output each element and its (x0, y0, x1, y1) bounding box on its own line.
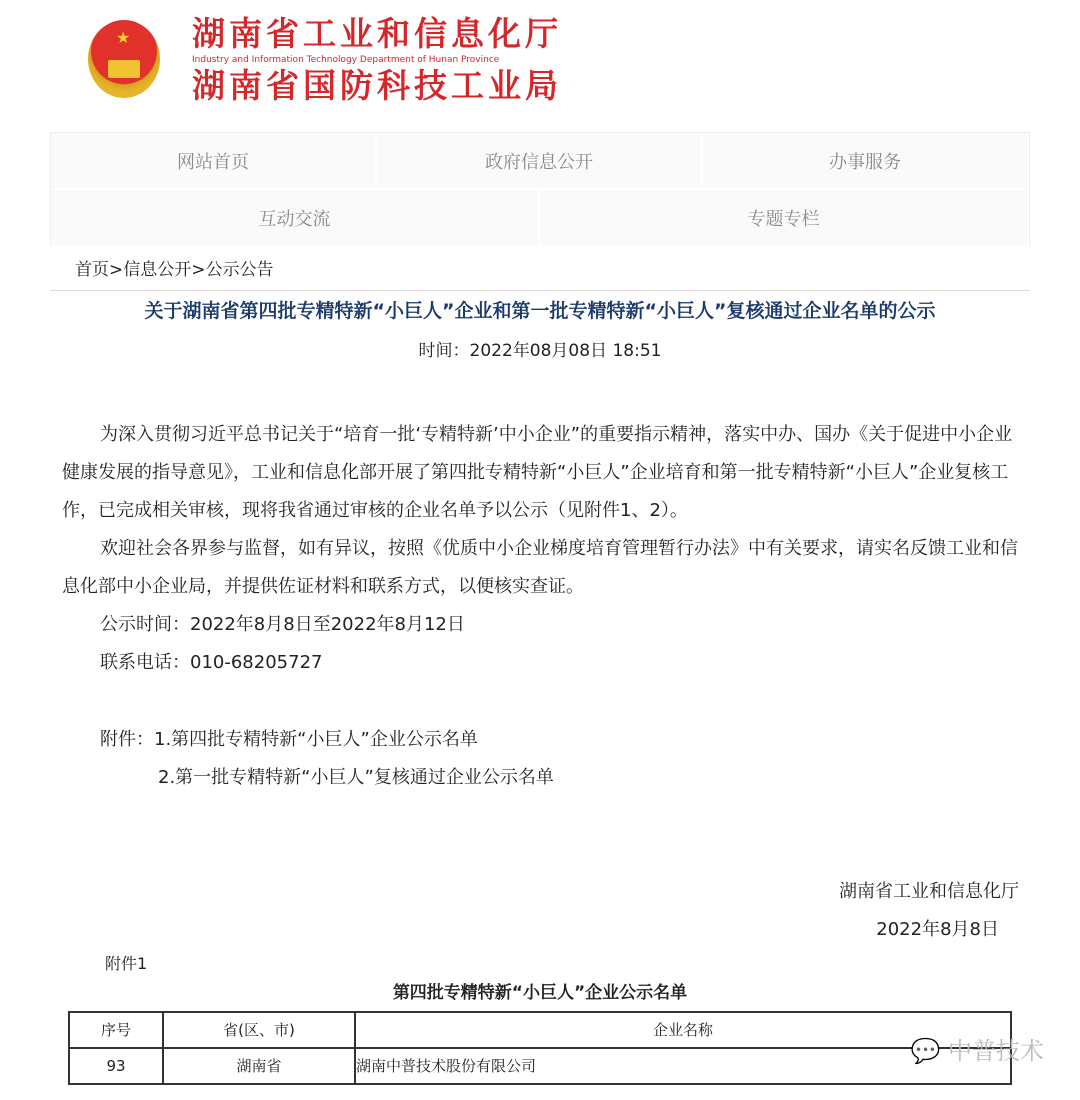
main-nav (50, 132, 1030, 246)
divider (50, 290, 1030, 291)
cell-company: 湖南中普技术股份有限公司 (355, 1048, 1011, 1084)
notice-period: 公示时间：2022年8月8日至2022年8月12日 (100, 614, 465, 635)
watermark-text: 中普技术 (948, 1037, 1044, 1065)
wechat-icon: 💬 (910, 1037, 941, 1065)
annex-label: 附件1 (105, 954, 148, 973)
site-subtitle-cn: 湖南省国防科技工业局 (192, 66, 562, 105)
annex-table-title: 第四批专精特新“小巨人”企业公示名单 (392, 983, 688, 1003)
article-body (62, 416, 1022, 1085)
attachment-2-link[interactable]: 2.第一批专精特新“小巨人”复核通过企业公示名单 (158, 767, 554, 788)
nav-gov-info[interactable]: 政府信息公开 (377, 133, 703, 190)
cell-index: 93 (69, 1048, 163, 1084)
nav-services[interactable]: 办事服务 (703, 133, 1029, 190)
nav-interaction[interactable]: 互动交流 (51, 190, 540, 247)
site-title-cn: 湖南省工业和信息化厅 (192, 14, 562, 53)
star-icon: ★ (116, 28, 131, 47)
nav-topics[interactable]: 专题专栏 (540, 190, 1029, 247)
annex-table (68, 1011, 1012, 1085)
paragraph-2: 欢迎社会各界参与监督，如有异议，按照《优质中小企业梯度培育管理暂行办法》中有关要求，请实名反馈工业和信息化部中小企业局，并提供佐证材料和联系方式，以便核实查证。 (62, 538, 1018, 597)
article-title: 关于湖南省第四批专精特新“小巨人”企业和第一批专精特新“小巨人”复核通过企业名单的公示 (144, 300, 936, 322)
national-emblem-logo (88, 20, 160, 98)
site-title-en: Industry and Information Technology Department of Hunan Province (192, 55, 500, 65)
watermark (910, 1036, 1044, 1066)
gate-icon (108, 60, 140, 78)
breadcrumb[interactable]: 首页>信息公开>公示公告 (75, 260, 274, 280)
sign-date: 2022年8月8日 (876, 919, 999, 940)
signer: 湖南省工业和信息化厅 (839, 881, 1019, 902)
header-company: 企业名称 (355, 1012, 1011, 1048)
cell-province: 湖南省 (163, 1048, 355, 1084)
header-province: 省(区、市) (163, 1012, 355, 1048)
table-header-row (69, 1012, 1011, 1048)
publish-time: 时间：2022年08月08日 18:51 (418, 341, 662, 361)
attachment-1-link[interactable]: 附件：1.第四批专精特新“小巨人”企业公示名单 (100, 729, 478, 750)
header-index: 序号 (69, 1012, 163, 1048)
table-row (69, 1048, 1011, 1084)
nav-home[interactable]: 网站首页 (51, 133, 377, 190)
site-brand (192, 14, 562, 106)
paragraph-1: 为深入贯彻习近平总书记关于“培育一批‘专精特新’中小企业”的重要指示精神，落实中办、国办《关于促进中小企业健康发展的指导意见》，工业和信息化部开展了第四批专精特新“小巨人”企业培育和第一批专精特新“小巨人”企业复核工作，已完成相关审核，现将我省通过审核的企业名单予以公示（见附件1、2）。 (62, 424, 1013, 521)
contact-phone: 联系电话：010-68205727 (100, 652, 323, 673)
